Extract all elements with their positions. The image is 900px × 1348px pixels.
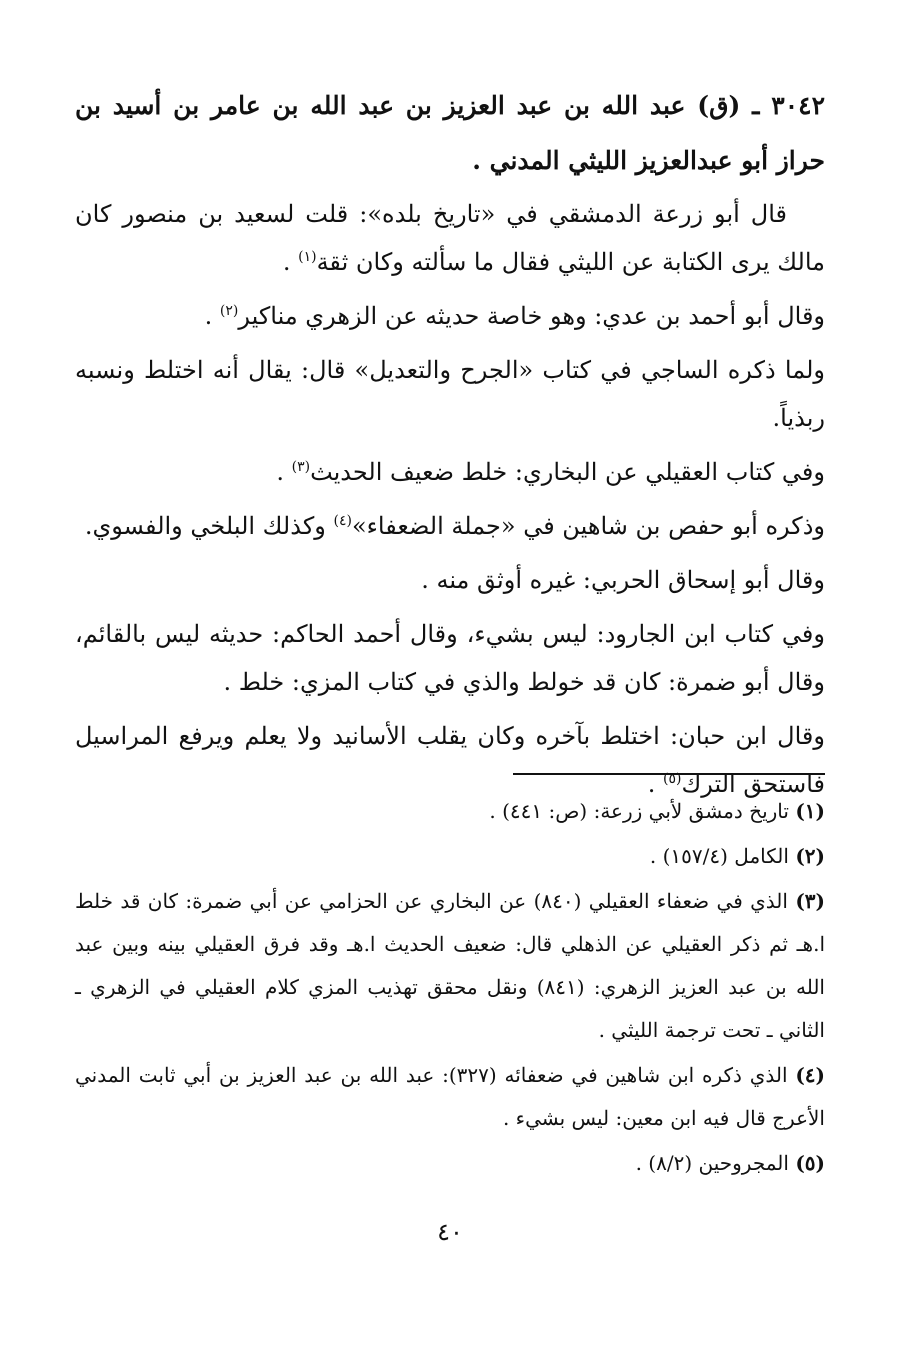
paragraph-tail: وكذلك البلخي والفسوي. xyxy=(84,512,334,540)
footnote-text: الذي في ضعفاء العقيلي (٨٤٠) عن البخاري عن الحزامي عن أبي ضمرة: كان قد خلط ا.هـ ثم ذكر العقيلي عن الذهلي قال: ضعيف الحديث ا.هـ وقد فرق العقيلي بينه وبين عبد الله بن عبد العزيز الزهري: (٨٤١) ونقل محقق تهذيب المزي كلام العقيلي في الزهري ـ الثاني ـ تحت ترجمة الليثي . xyxy=(75,889,825,1042)
footnote-ref[interactable]: (٤) xyxy=(333,513,352,529)
footnote-ref[interactable]: (٣) xyxy=(291,459,311,475)
paragraph-text: ولما ذكره الساجي في كتاب «الجرح والتعديل» قال: يقال أنه اختلط ونسبه ربذياً. xyxy=(75,356,825,432)
paragraph-saji xyxy=(75,346,825,442)
footnote-number: (٤) xyxy=(795,1063,826,1087)
paragraph-text: وفي كتاب ابن الجارود: ليس بشيء، وقال أحمد الحاكم: حديثه ليس بالقائم، وقال أبو ضمرة: كان قد خولط والذي في كتاب المزي: خلط . xyxy=(75,620,825,696)
paragraph-harbi xyxy=(75,556,825,604)
entry-title: ٣٠٤٢ ـ (ق) عبد الله بن عبد العزيز بن عبد الله بن عامر بن أسيد بن حراز أبو عبدالعزيز الليثي المدني . xyxy=(75,91,825,175)
footnote-text: الذي ذكره ابن شاهين في ضعفائه (٣٢٧): عبد الله بن عبد العزيز بن أبي ثابت المدني الأعرج قال فيه ابن معين: ليس بشيء . xyxy=(75,1063,825,1130)
paragraph-abu-zura xyxy=(75,190,825,286)
paragraph-tail: . xyxy=(204,302,220,330)
footnote-ref[interactable]: (٢) xyxy=(219,303,239,319)
footnote-number: (٥) xyxy=(795,1151,825,1175)
paragraph-text: وقال أبو إسحاق الحربي: غيره أوثق منه . xyxy=(421,566,825,594)
paragraph-ibn-jarud xyxy=(75,610,825,706)
paragraph-text: قال أبو زرعة الدمشقي في «تاريخ بلده»: قلت لسعيد بن منصور كان مالك يرى الكتابة عن الليثي فقال ما سألته وكان ثقة xyxy=(75,200,825,276)
footnote-ref[interactable]: (٥) xyxy=(663,771,682,787)
paragraph-text: وقال أبو أحمد بن عدي: وهو خاصة حديثه عن الزهري مناكير xyxy=(238,302,825,330)
paragraph-text: وذكره أبو حفص بن شاهين في «جملة الضعفاء» xyxy=(351,512,825,540)
paragraph-tail: . xyxy=(282,248,299,276)
paragraph-ibn-adi xyxy=(75,292,825,340)
footnote-2 xyxy=(75,835,825,878)
footnote-number: (٣) xyxy=(795,889,825,913)
footnote-text: تاريخ دمشق لأبي زرعة: (ص: ٤٤١) . xyxy=(489,799,796,823)
footnote-1 xyxy=(75,790,825,833)
paragraph-text: وفي كتاب العقيلي عن البخاري: خلط ضعيف الحديث xyxy=(310,458,825,486)
footnote-text: الكامل (١٥٧/٤) . xyxy=(649,844,796,868)
page-number: ٤٠ xyxy=(437,1218,463,1246)
footnote-3 xyxy=(75,880,825,1052)
paragraph-tail: . xyxy=(276,458,292,486)
footnote-ref[interactable]: (١) xyxy=(298,249,317,265)
footnote-4 xyxy=(75,1054,825,1140)
footnote-number: (٢) xyxy=(795,844,825,868)
footnotes xyxy=(75,790,825,1187)
main-text xyxy=(75,78,825,814)
footnote-text: المجروحين (٨/٢) . xyxy=(635,1151,796,1175)
footnote-separator xyxy=(513,773,825,775)
paragraph-text: وقال ابن حبان: اختلط بآخره وكان يقلب الأسانيد ولا يعلم ويرفع المراسيل فاستحق الترك xyxy=(75,722,825,798)
footnote-5 xyxy=(75,1142,825,1185)
paragraph-uqayli xyxy=(75,448,825,496)
paragraph-tail: . xyxy=(647,770,663,798)
paragraph-ibn-shahin xyxy=(75,502,825,550)
footnote-number: (١) xyxy=(795,799,825,823)
